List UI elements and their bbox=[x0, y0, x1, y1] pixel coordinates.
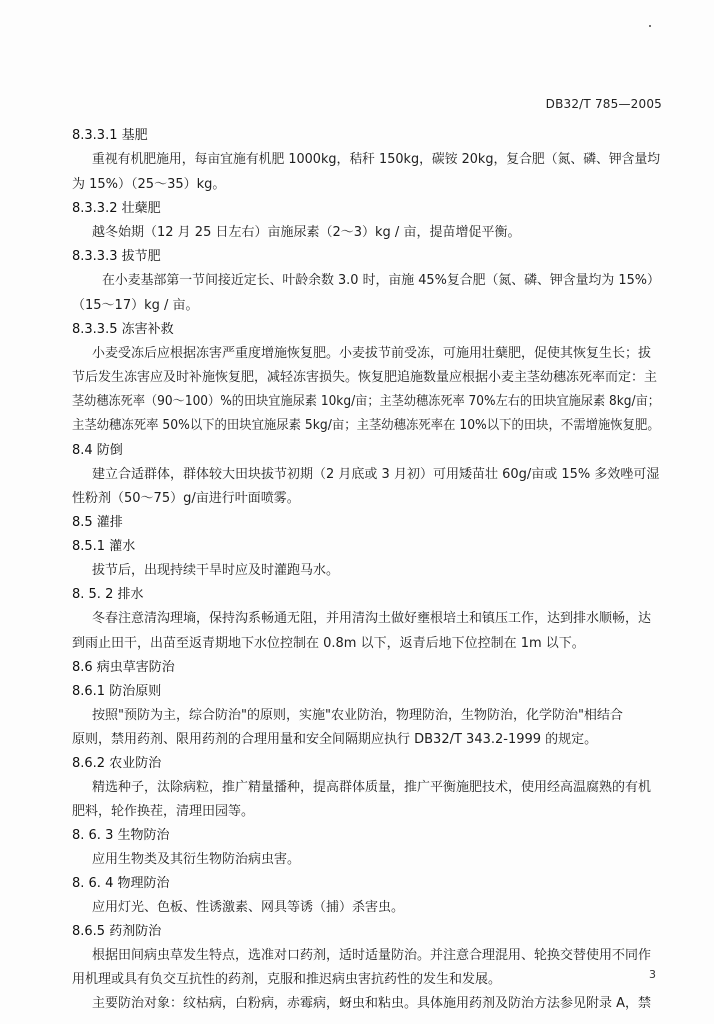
paragraph-line: 茎幼穗冻死率（90～100）%的田块宜施尿素 10kg/亩；主茎幼穗冻死率 70%左右的田块宜施尿素 8kg/亩； bbox=[72, 394, 660, 409]
paragraph-line: 根据田间病虫草发生特点，选准对口药剂，适时适量防治。并注意合理混用、轮换交替使用不同作 bbox=[92, 948, 652, 963]
section-heading-8-5-2: 8. 5. 2 排水 bbox=[72, 587, 144, 602]
paragraph-line: 到雨止田干，出苗至返青期地下水位控制在 0.8m 以下，返青后地下位控制在 1m 以下。 bbox=[72, 636, 585, 651]
paragraph-line: 原则，禁用药剂、限用药剂的合理用量和安全间隔期应执行 DB32/T 343.2-1999 的规定。 bbox=[72, 732, 598, 747]
paragraph-line: 性粉剂（50～75）g/亩进行叶面喷雾。 bbox=[72, 491, 300, 506]
paragraph-line: 肥料，轮作换茬，清理田园等。 bbox=[72, 804, 255, 819]
section-heading-8-3-3-3: 8.3.3.3 拔节肥 bbox=[72, 249, 161, 264]
paragraph-line: 用机理或具有负交互抗性的药剂，克服和推迟病虫害抗药性的发生和发展。 bbox=[72, 972, 502, 987]
section-heading-8-6-2: 8.6.2 农业防治 bbox=[72, 756, 162, 771]
section-heading-8-6-1: 8.6.1 防治原则 bbox=[72, 684, 162, 699]
paragraph-line: 在小麦基部第一节间接近定长、叶龄余数 3.0 时，亩施 45%复合肥（氮、磷、钾含量均为 15%） bbox=[102, 273, 660, 288]
section-heading-8-5-1: 8.5.1 灌水 bbox=[72, 539, 136, 554]
paragraph-line: 建立合适群体，群体较大田块拔节初期（2 月底或 3 月初）可用矮苗壮 60g/亩或 15% 多效唑可湿 bbox=[92, 467, 660, 482]
section-heading-8-3-3-1: 8.3.3.1 基肥 bbox=[72, 128, 148, 143]
section-heading-8-4: 8.4 防倒 bbox=[72, 443, 123, 458]
section-heading-8-3-3-5: 8.3.3.5 冻害补救 bbox=[72, 322, 174, 337]
section-heading-8-6: 8.6 病虫草害防治 bbox=[72, 660, 175, 675]
section-heading-8-6-5: 8.6.5 药剂防治 bbox=[72, 924, 162, 939]
paragraph-line: 主要防治对象：纹枯病，白粉病，赤霉病，蚜虫和粘虫。具体施用药剂及防治方法参见附录 A，禁 bbox=[92, 996, 652, 1011]
section-heading-8-3-3-2: 8.3.3.2 壮蘖肥 bbox=[72, 201, 161, 216]
paragraph-line: 精选种子，汰除病粒，推广精量播种，提高群体质量，推广平衡施肥技术，使用经高温腐熟的有机 bbox=[92, 780, 652, 795]
paragraph-line: 小麦受冻后应根据冻害严重度增施恢复肥。小麦拔节前受冻，可施用壮蘖肥，促使其恢复生长；拔 bbox=[92, 346, 652, 361]
paragraph-line: 冬春注意清沟理墒，保持沟系畅通无阻，并用清沟土做好壅根培土和镇压工作，达到排水顺畅，达 bbox=[92, 611, 652, 626]
paragraph-line: 节后发生冻害应及时补施恢复肥，减轻冻害损失。恢复肥追施数量应根据小麦主茎幼穗冻死率而定：主 bbox=[72, 370, 658, 385]
paragraph-line: 拔节后，出现持续干旱时应及时灌跑马水。 bbox=[92, 563, 340, 578]
paragraph-line: 主茎幼穗冻死率 50%以下的田块宜施尿素 5kg/亩；主茎幼穗冻死率在 10%以下的田块，不需增施恢复肥。 bbox=[72, 418, 660, 433]
section-heading-8-6-4: 8. 6. 4 物理防治 bbox=[72, 876, 170, 891]
paragraph-line: 重视有机肥施用，每亩宜施有机肥 1000kg，秸秆 150kg，碳铵 20kg，复合肥（氮、磷、钾含量均 bbox=[92, 152, 661, 167]
paragraph-line: 应用生物类及其衍生物防治病虫害。 bbox=[92, 852, 301, 867]
paragraph-line: 越冬始期（12 月 25 日左右）亩施尿素（2～3）kg / 亩，提苗增促平衡。 bbox=[92, 225, 521, 240]
section-heading-8-6-3: 8. 6. 3 生物防治 bbox=[72, 828, 170, 843]
paragraph-line: 应用灯光、色板、性诱激素、网具等诱（捕）杀害虫。 bbox=[92, 900, 405, 915]
paragraph-line: 为 15%）（25～35）kg。 bbox=[72, 177, 226, 192]
paragraph-line: （15～17）kg / 亩。 bbox=[72, 298, 199, 313]
page-number: 3 bbox=[649, 968, 656, 981]
section-heading-8-5: 8.5 灌排 bbox=[72, 515, 123, 530]
scan-speck bbox=[649, 25, 651, 27]
paragraph-line: 按照"预防为主，综合防治"的原则，实施"农业防治，物理防治，生物防治，化学防治"相结合 bbox=[92, 708, 623, 723]
document-code: DB32/T 785—2005 bbox=[545, 97, 662, 111]
